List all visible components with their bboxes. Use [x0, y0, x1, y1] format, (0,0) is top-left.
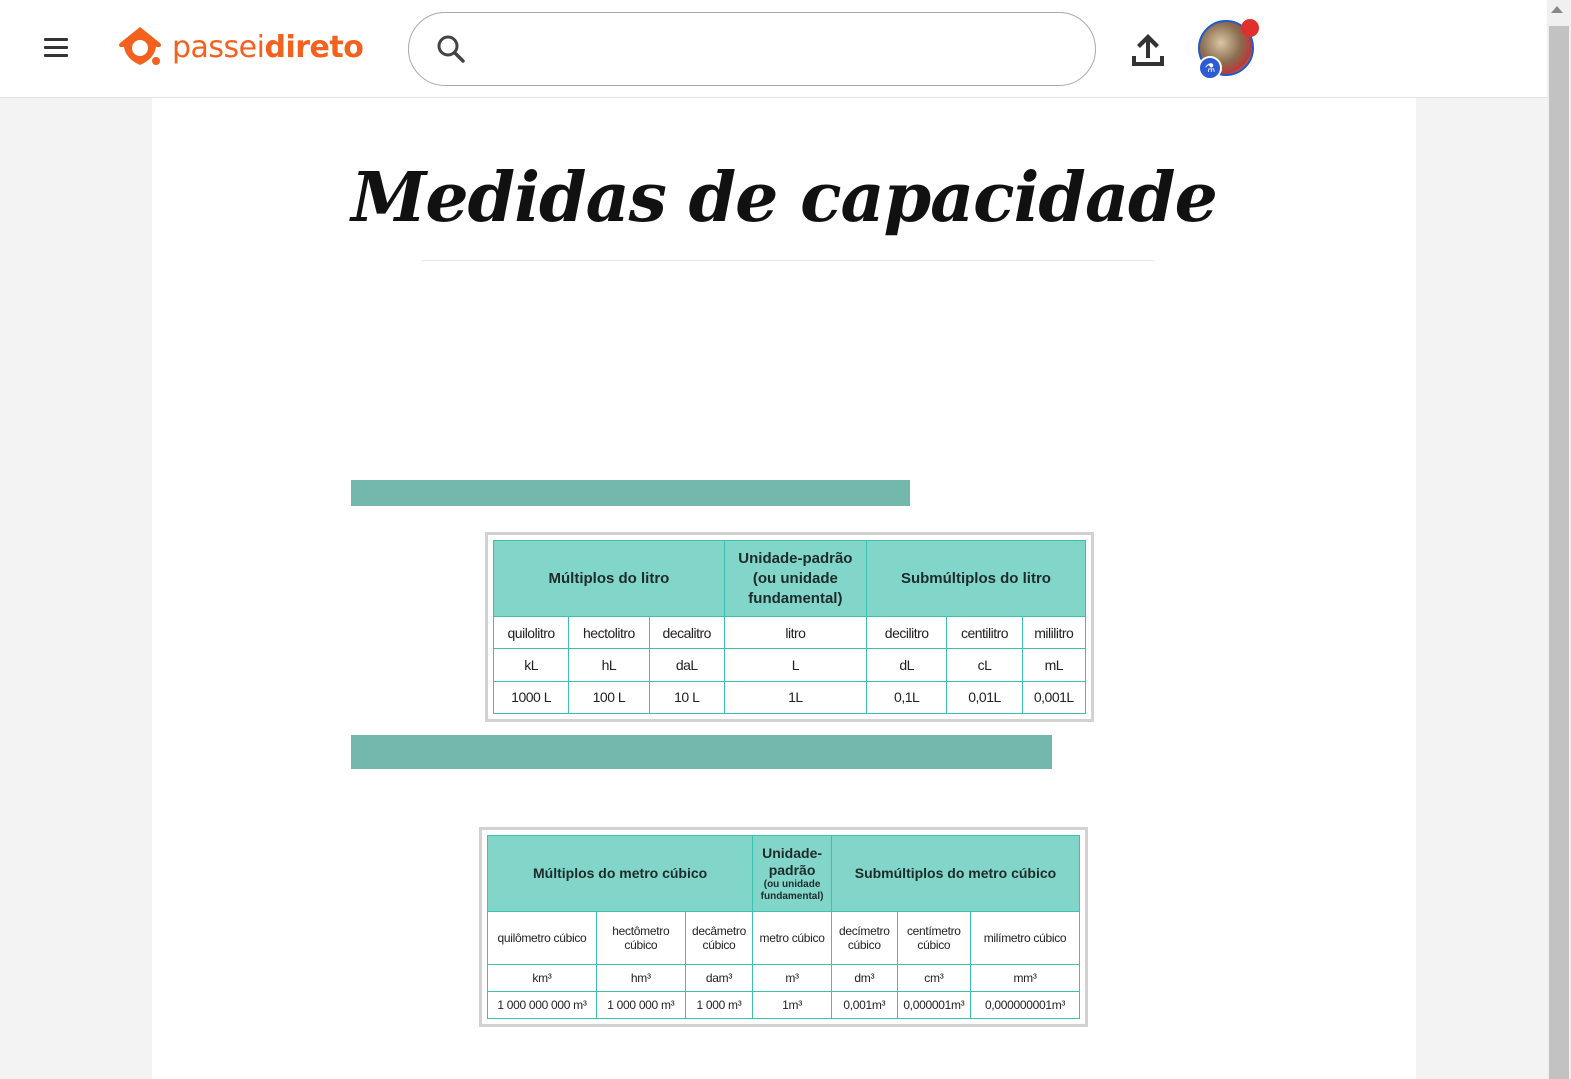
scroll-up-arrow-icon[interactable] — [1551, 6, 1563, 13]
table-cell: decilitro — [866, 617, 947, 649]
header-unit: Unidade-padrão (ou unidade fundamental) — [724, 541, 866, 617]
table-cell: 1 000 000 000 m³ — [488, 991, 597, 1018]
table-cell: 0,000000001m³ — [971, 991, 1080, 1018]
table-cell: 0,01L — [947, 681, 1022, 713]
table-row — [488, 912, 1080, 965]
header-multiples: Múltiplos do metro cúbico — [488, 836, 753, 912]
upload-icon[interactable] — [1128, 30, 1168, 70]
table-row — [488, 964, 1080, 991]
brand-bold: direto — [264, 29, 364, 65]
house-logo-icon — [116, 23, 164, 71]
header-multiples: Múltiplos do litro — [494, 541, 725, 617]
cubic-table-container — [479, 827, 1088, 1027]
brand-name — [172, 30, 363, 65]
table-cell: decâmetro cúbico — [685, 912, 752, 965]
table-cell: 0,000001m³ — [897, 991, 970, 1018]
liters-table-container — [485, 532, 1094, 722]
header-unit-label: Unidade-padrão — [762, 844, 823, 878]
table-cell: hm³ — [596, 964, 685, 991]
table-cell: 1L — [724, 681, 866, 713]
table-cell: cm³ — [897, 964, 970, 991]
table-cell: 1 000 000 m³ — [596, 991, 685, 1018]
table-cell: centilitro — [947, 617, 1022, 649]
table-cell: hectolitro — [569, 617, 650, 649]
brand-light: passei — [172, 29, 265, 65]
table-cell: mL — [1022, 649, 1085, 681]
table-cell: 10 L — [649, 681, 724, 713]
header-submultiples: Submúltiplos do metro cúbico — [831, 836, 1079, 912]
link-badge-icon: ⚗ — [1198, 56, 1222, 80]
scrollbar[interactable] — [1547, 0, 1571, 1079]
table-cell: kL — [494, 649, 569, 681]
table-cell: 1000 L — [494, 681, 569, 713]
search-input[interactable] — [481, 29, 1071, 69]
title-divider — [422, 260, 1154, 261]
table-cell: centímetro cúbico — [897, 912, 970, 965]
table-cell: litro — [724, 617, 866, 649]
table-cell: 1 000 m³ — [685, 991, 752, 1018]
table-cell: metro cúbico — [753, 912, 832, 965]
table-cell: m³ — [753, 964, 832, 991]
header-submultiples: Submúltiplos do litro — [866, 541, 1085, 617]
table-cell: cL — [947, 649, 1022, 681]
table-cell: milímetro cúbico — [971, 912, 1080, 965]
table-row — [488, 991, 1080, 1018]
section-band — [351, 480, 910, 506]
table-row — [494, 617, 1086, 649]
table-cell: km³ — [488, 964, 597, 991]
search-bar[interactable] — [408, 12, 1096, 86]
table-cell: 0,1L — [866, 681, 947, 713]
table-cell: hL — [569, 649, 650, 681]
menu-icon[interactable] — [44, 38, 72, 60]
table-cell: 1m³ — [753, 991, 832, 1018]
top-bar — [0, 0, 1547, 98]
table-cell: quilolitro — [494, 617, 569, 649]
table-row — [494, 681, 1086, 713]
table-cell: dam³ — [685, 964, 752, 991]
table-cell: daL — [649, 649, 724, 681]
search-icon[interactable] — [435, 33, 467, 65]
liters-table — [493, 540, 1086, 714]
table-cell: decalitro — [649, 617, 724, 649]
notification-dot — [1241, 19, 1259, 37]
header-unit — [753, 836, 832, 912]
table-cell: dm³ — [831, 964, 897, 991]
section-band — [351, 735, 1052, 769]
table-cell: 100 L — [569, 681, 650, 713]
cubic-table — [487, 835, 1080, 1019]
table-cell: quilômetro cúbico — [488, 912, 597, 965]
table-cell: mm³ — [971, 964, 1080, 991]
table-cell: decímetro cúbico — [831, 912, 897, 965]
table-cell: L — [724, 649, 866, 681]
table-row — [494, 649, 1086, 681]
table-cell: hectômetro cúbico — [596, 912, 685, 965]
table-cell: 0,001m³ — [831, 991, 897, 1018]
table-cell: dL — [866, 649, 947, 681]
table-cell: 0,001L — [1022, 681, 1085, 713]
scroll-thumb[interactable] — [1549, 26, 1569, 1079]
document-page — [152, 98, 1416, 1079]
document-title: Medidas de capacidade — [351, 158, 1217, 238]
table-cell: mililitro — [1022, 617, 1085, 649]
header-unit-note: (ou unidade fundamental) — [760, 878, 824, 902]
logo[interactable] — [116, 22, 363, 72]
